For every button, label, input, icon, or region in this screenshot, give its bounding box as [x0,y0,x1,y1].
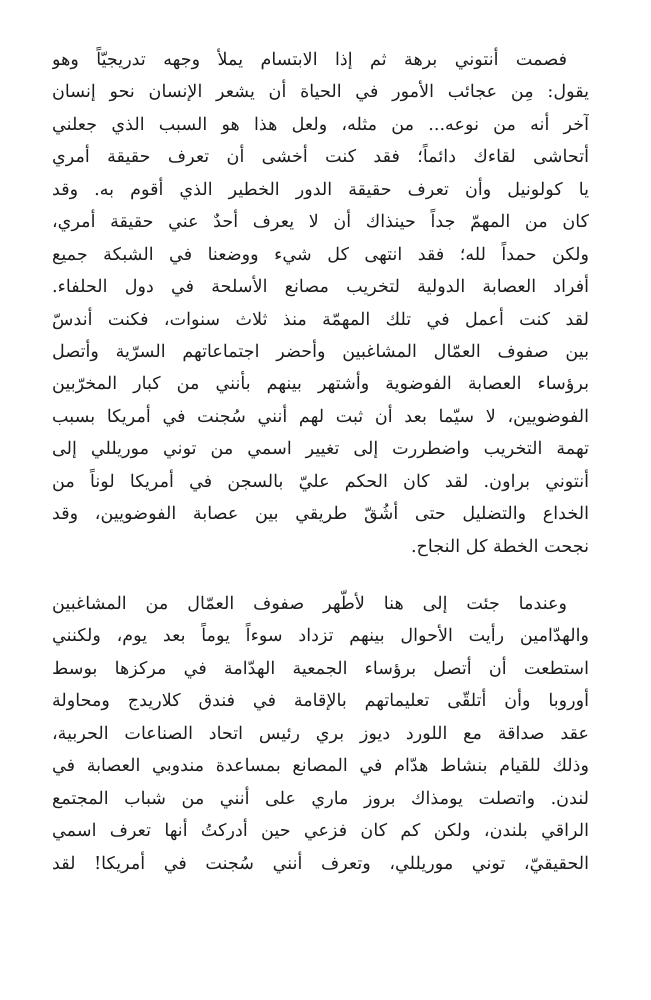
text-line: كان من المهمّ جداً حينذاك أن لا يعرف أحدٌ عني حقيقة أمري، [52,212,589,233]
text-line: الفوضويين، لا سيّما بعد أن ثبت لهم أنني سُجنت في أمريكا بسبب [52,406,589,427]
text-line: والهدّامين رأيت الأحوال بينهم تزداد سوءاً يوماً بعد يوم، ولكنني [52,626,589,647]
text-line: الحقيقيّ، توني موريللي، وتعرف أنني سُجنت في أمريكا! لقد [52,853,589,874]
text-line: أوروبا وأن أتلقّى تعليماتهم بالإقامة في فندق كلاريدج ومحاولة [52,691,589,712]
text-line: أفراد العصابة الدولية لتخريب مصانع الأسلحة في دول الحلفاء. [52,277,589,298]
text-line: ولكن حمداً لله؛ فقد انتهى كل شيء ووضعنا في الشبكة جميع [52,244,589,265]
text-line: الراقي بلندن، ولكن كم كان فزعي حين أدركتُ أنها تعرف اسمي [52,821,589,842]
text-line: نجحت الخطة كل النجاح. [410,536,589,557]
book-page [52,44,589,1000]
text-line: يا كولونيل وأن تعرف حقيقة الدور الخطير الذي أقوم به. وقد [52,179,589,200]
text-line: يقول: مِن عجائب الأمور في الحياة أن يشعر الإنسان نحو إنسان [52,82,589,103]
text-line: الخداع والتضليل حتى أشُقّ طريقي بين عصابة الفوضويين، وقد [52,504,589,525]
paragraph-2 [52,588,589,880]
text-line: استطعت أن أتصل برؤساء الجمعية الهدّامة في مركزها بوسط [52,658,589,679]
text-line: أنتوني براون. لقد كان الحكم عليّ بالسجن في أمريكا لوناً من [52,471,589,492]
text-line: لقد كنت أعمل في تلك المهمّة منذ ثلاث سنوات، فكنت أندسّ [52,309,589,330]
text-line: آخر أنه من نوعه... من مثله، ولعل هذا هو السبب الذي جعلني [52,114,589,135]
text-line: لندن. واتصلت يومذاك بروز ماري على أنني من شباب المجتمع [52,788,589,809]
text-line: وعندما جئت إلى هنا لأطّهر صفوف العمّال من المشاغبين [52,594,567,614]
text-line: عقد صداقة مع اللورد ديوز بري رئيس اتحاد الصناعات الحربية، [52,723,589,744]
text-line: أتحاشى لقاءك دائماً؛ فقد كنت أخشى أن تعرف حقيقة أمري [52,147,589,168]
text-line: تهمة التخريب واضطررت إلى تغيير اسمي من توني موريللي إلى [52,439,589,460]
paragraph-1 [52,44,589,563]
paragraph-gap [52,563,589,588]
text-line: بين صفوف العمّال المشاغبين وأحضر اجتماعاتهم السرّية وأتصل [52,341,589,362]
text-line: فصمت أنتوني برهة ثم إذا الابتسام يملأ وجهه تدريجيّاً وهو [52,50,567,70]
text-line: وذلك للقيام بنشاط هدّام في المصانع بمساعدة مندوبي العصابة في [52,756,589,777]
text-line: برؤساء العصابة الفوضوية وأشتهر بينهم بأنني من كبار المخرّبين [52,374,589,395]
